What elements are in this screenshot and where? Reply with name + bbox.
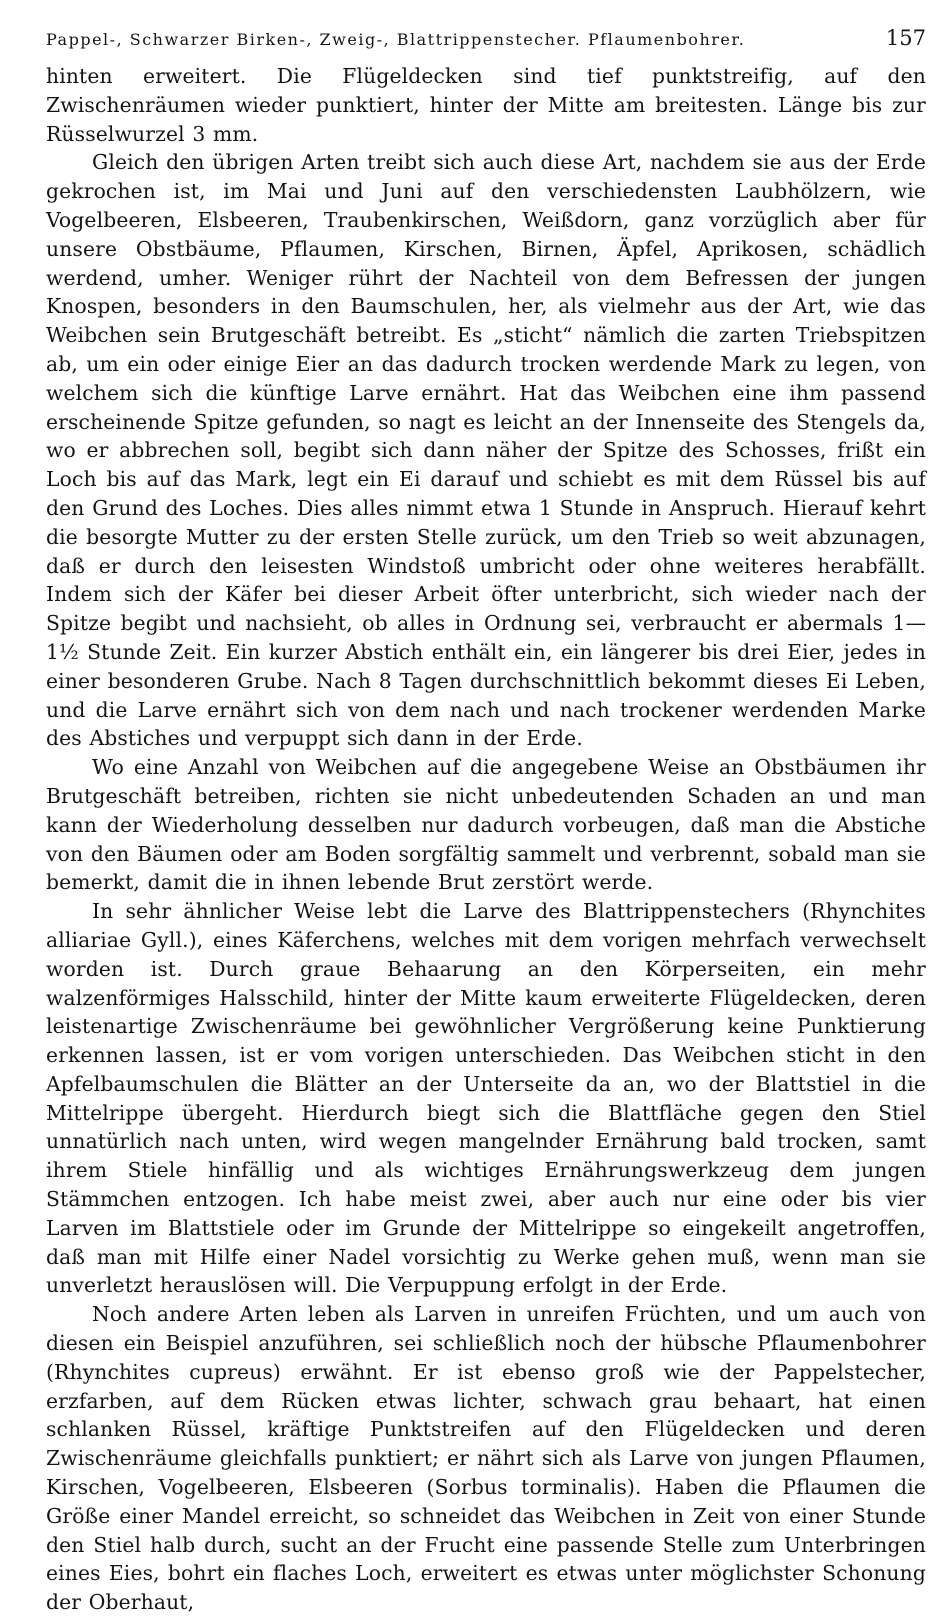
paragraph-life-cycle: Gleich den übrigen Arten treibt sich auch diese Art, nachdem sie aus der Erde gekrochen ist, im Mai und Juni auf den verschiedensten Laubhölzern, wie Vogelbeeren, Elsbeeren, Traubenkirschen, Weißdorn, ganz vorzüglich aber für unsere Obstbäume, Pflaumen, Kirschen, Birnen, Äpfel, Aprikosen, schädlich werdend, umher. Weniger rührt der Nachteil von dem Befressen der jungen Knospen, besonders in den Baumschulen, her, als vielmehr aus der Art, wie das Weibchen sein Brutgeschäft betreibt. Es „sticht“ nämlich die zarten Triebspitzen ab, um ein oder einige Eier an das dadurch trocken werdende Mark zu legen, von welchem sich die künftige Larve ernährt. Hat das Weibchen eine ihm passend erscheinende Spitze gefunden, so nagt es leicht an der Innenseite des Stengels da, wo er abbrechen soll, begibt sich dann näher der Spitze des Schosses, frißt ein Loch bis auf das Mark, legt ein Ei darauf und schiebt es mit dem Rüssel bis auf den Grund des Loches. Dies alles nimmt etwa 1 Stunde in Anspruch. Hierauf kehrt die besorgte Mutter zu der ersten Stelle zurück, um den Trieb so weit abzunagen, daß er durch den leisesten Windstoß umbricht oder ohne weiteres herabfällt. Indem sich der Käfer bei dieser Arbeit öfter unterbricht, sich wieder nach der Spitze begibt und nachsieht, ob alles in Ordnung sei, verbraucht er abermals 1—1½ Stunde Zeit. Ein kurzer Abstich enthält ein, ein längerer bis drei Eier, jedes in einer besonderen Grube. Nach 8 Tagen durchschnittlich bekommt dieses Ei Leben, und die Larve ernährt sich von dem nach und nach trockener werdenden Marke des Abstiches und verpuppt sich dann in der Erde. <box>46 150 926 751</box>
book-page <box>46 26 926 1617</box>
body-text <box>46 62 926 1617</box>
running-head <box>46 26 926 62</box>
paragraph-blattrippenstecher: In sehr ähnlicher Weise lebt die Larve des Blattrippenstechers (Rhynchites alliariae Gyll.), eines Käferchens, welches mit dem vorigen mehrfach verwechselt worden ist. Durch graue Behaarung an den Körperseiten, ein mehr walzenförmiges Halsschild, hinter der Mitte kaum erweiterte Flügeldecken, deren leistenartige Zwischenräume bei gewöhnlicher Vergrößerung keine Punktierung erkennen lassen, ist er vom vorigen unterschieden. Das Weibchen sticht in den Apfelbaumschulen die Blätter an der Unterseite da an, wo der Blattstiel in die Mittelrippe übergeht. Hierdurch biegt sich die Blattfläche gegen den Stiel unnatürlich nach unten, wird wegen mangelnder Ernährung bald trocken, samt ihrem Stiele hinfällig und als wichtiges Ernährungswerkzeug dem jungen Stämmchen entzogen. Ich habe meist zwei, aber auch nur eine oder bis vier Larven im Blattstiele oder im Grunde der Mittelrippe so eingekeilt angetroffen, daß man mit Hilfe einer Nadel vorsichtig zu Werke gehen muß, wenn man sie unverletzt herauslösen will. Die Verpuppung erfolgt in der Erde. <box>46 899 926 1298</box>
paragraph-continuation: hinten erweitert. Die Flügeldecken sind tief punktstreifig, auf den Zwischenräumen wieder punktiert, hinter der Mitte am breitesten. Länge bis zur Rüsselwurzel 3 mm. <box>46 64 926 146</box>
running-title: Pappel-, Schwarzer Birken-, Zweig-, Blattrippenstecher. Pflaumenbohrer. <box>46 30 746 49</box>
paragraph-pflaumenbohrer: Noch andere Arten leben als Larven in unreifen Früchten, und um auch von diesen ein Beispiel anzuführen, sei schließlich noch der hübsche Pflaumenbohrer (Rhynchites cupreus) erwähnt. Er ist ebenso groß wie der Pappelstecher, erzfarben, auf dem Rücken etwas lichter, schwach grau behaart, hat einen schlanken Rüssel, kräftige Punktstreifen auf den Flügeldecken und deren Zwischenräume gleichfalls punktiert; er nährt sich als Larve von jungen Pflaumen, Kirschen, Vogelbeeren, Elsbeeren (Sorbus torminalis). Haben die Pflaumen die Größe einer Mandel erreicht, so schneidet das Weibchen in Zeit von einer Stunde den Stiel halb durch, sucht an der Frucht eine passende Stelle zum Unterbringen eines Eies, bohrt ein flaches Loch, erweitert es etwas unter möglichster Schonung der Oberhaut, <box>46 1302 926 1615</box>
page-number: 157 <box>885 26 926 50</box>
paragraph-damage-prevention: Wo eine Anzahl von Weibchen auf die angegebene Weise an Obstbäumen ihr Brutgeschäft betreiben, richten sie nicht unbedeutenden Schaden an und man kann der Wiederholung desselben nur dadurch vorbeugen, daß man die Abstiche von den Bäumen oder am Boden sorgfältig sammelt und verbrennt, sobald man sie bemerkt, damit die in ihnen lebende Brut zerstört werde. <box>46 755 926 895</box>
